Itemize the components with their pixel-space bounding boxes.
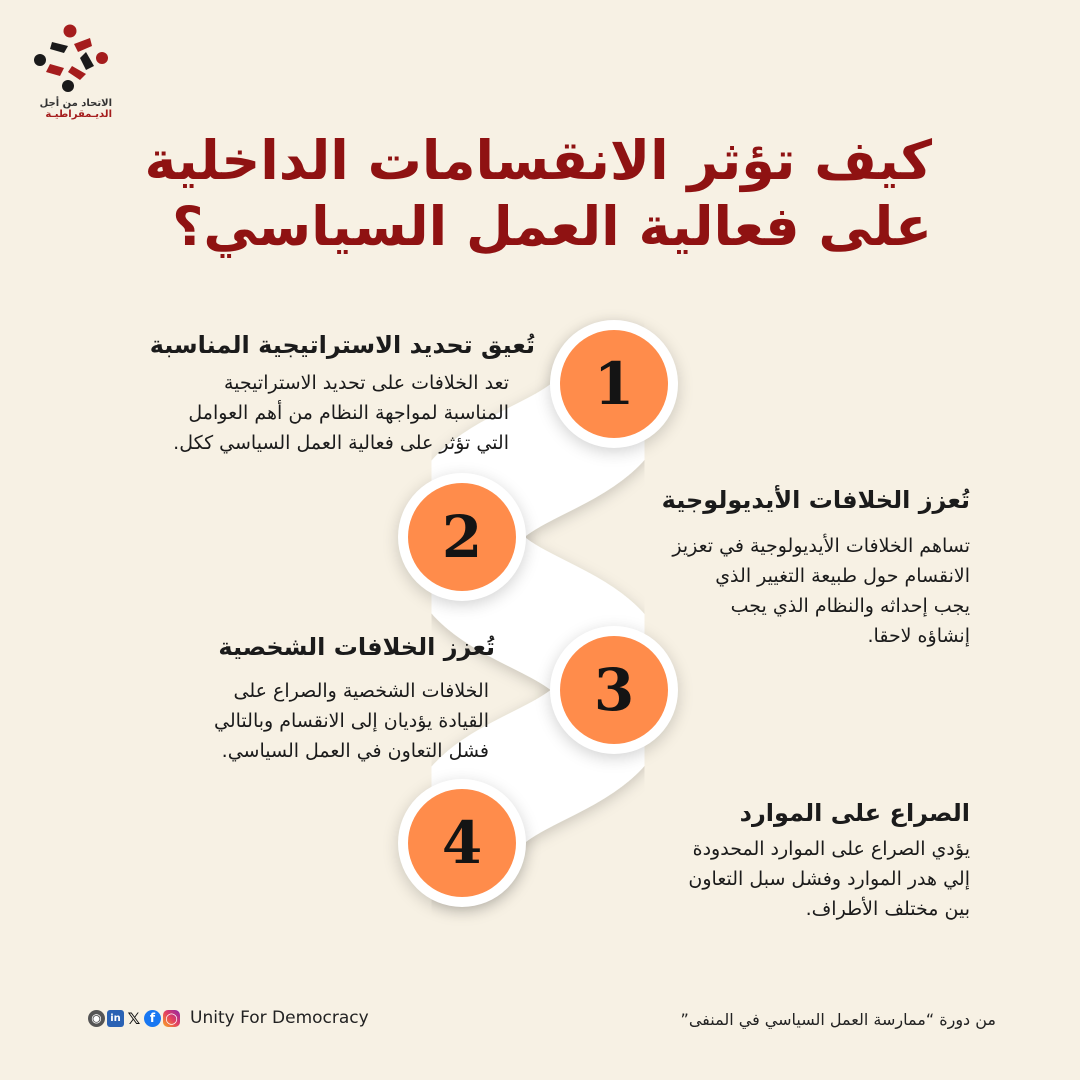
item-3-line: الخلافات الشخصية والصراع على: [233, 680, 489, 702]
step-number-1: 1: [560, 330, 668, 438]
linkedin-icon[interactable]: in: [107, 1010, 124, 1027]
globe-icon[interactable]: ◉: [88, 1010, 105, 1027]
item-4-line: بين مختلف الأطراف.: [805, 898, 970, 920]
item-1-line: التي تؤثر على فعالية العمل السياسي ككل.: [173, 432, 509, 454]
item-3-line: فشل التعاون في العمل السياسي.: [221, 740, 489, 762]
item-3-line: القيادة يؤديان إلى الانقسام وبالتالي: [214, 710, 489, 732]
item-4-line: إلي هدر الموارد وفشل سبل التعاون: [688, 868, 970, 890]
item-4-body: [570, 834, 970, 924]
item-3: [75, 630, 495, 766]
item-1-body: [55, 368, 509, 458]
item-2-line: تساهم الخلافات الأيديولوجية في تعزيز: [672, 535, 970, 557]
step-number-4: 4: [408, 789, 516, 897]
footer-brand: [88, 1008, 369, 1028]
item-3-heading: تُعزز الخلافات الشخصية: [218, 633, 495, 661]
logo-text-line1: الاتحاد من أجل: [39, 98, 112, 109]
brand-name: Unity For Democracy: [190, 1008, 369, 1028]
x-icon[interactable]: 𝕏: [127, 1008, 141, 1028]
source-caption: من دورة “ممارسة العمل السياسي في المنفى”: [680, 1010, 996, 1029]
item-1-line: المناسبة لمواجهة النظام من أهم العوامل: [188, 402, 509, 424]
facebook-icon[interactable]: f: [144, 1010, 161, 1027]
item-2-line: يجب إحداثه والنظام الذي يجب: [730, 595, 970, 617]
item-2-body: [570, 531, 970, 651]
item-2-line: الانقسام حول طبيعة التغيير الذي: [715, 565, 970, 587]
item-2-line: إنشاؤه لاحقا.: [867, 625, 970, 647]
item-1-heading: تُعيق تحديد الاستراتيجية المناسبة: [149, 331, 535, 359]
item-2: [570, 483, 970, 651]
item-4-heading: الصراع على الموارد: [739, 799, 970, 827]
title-line1: كيف تؤثر الانقسامات الداخلية: [144, 129, 932, 192]
title-line2: على فعالية العمل السياسي؟: [172, 195, 932, 258]
step-number-2: 2: [408, 483, 516, 591]
item-2-heading: تُعزز الخلافات الأيديولوجية: [661, 486, 970, 514]
item-1: [55, 328, 535, 458]
logo-text-line2: الديـمقراطيـة: [45, 109, 112, 120]
step-number-3: 3: [560, 636, 668, 744]
item-3-body: [75, 676, 489, 766]
instagram-icon[interactable]: ◯: [163, 1010, 180, 1027]
item-4-line: يؤدي الصراع على الموارد المحدودة: [692, 838, 970, 860]
item-1-line: تعد الخلافات على تحديد الاستراتيجية: [224, 372, 509, 394]
item-4: [570, 796, 970, 924]
